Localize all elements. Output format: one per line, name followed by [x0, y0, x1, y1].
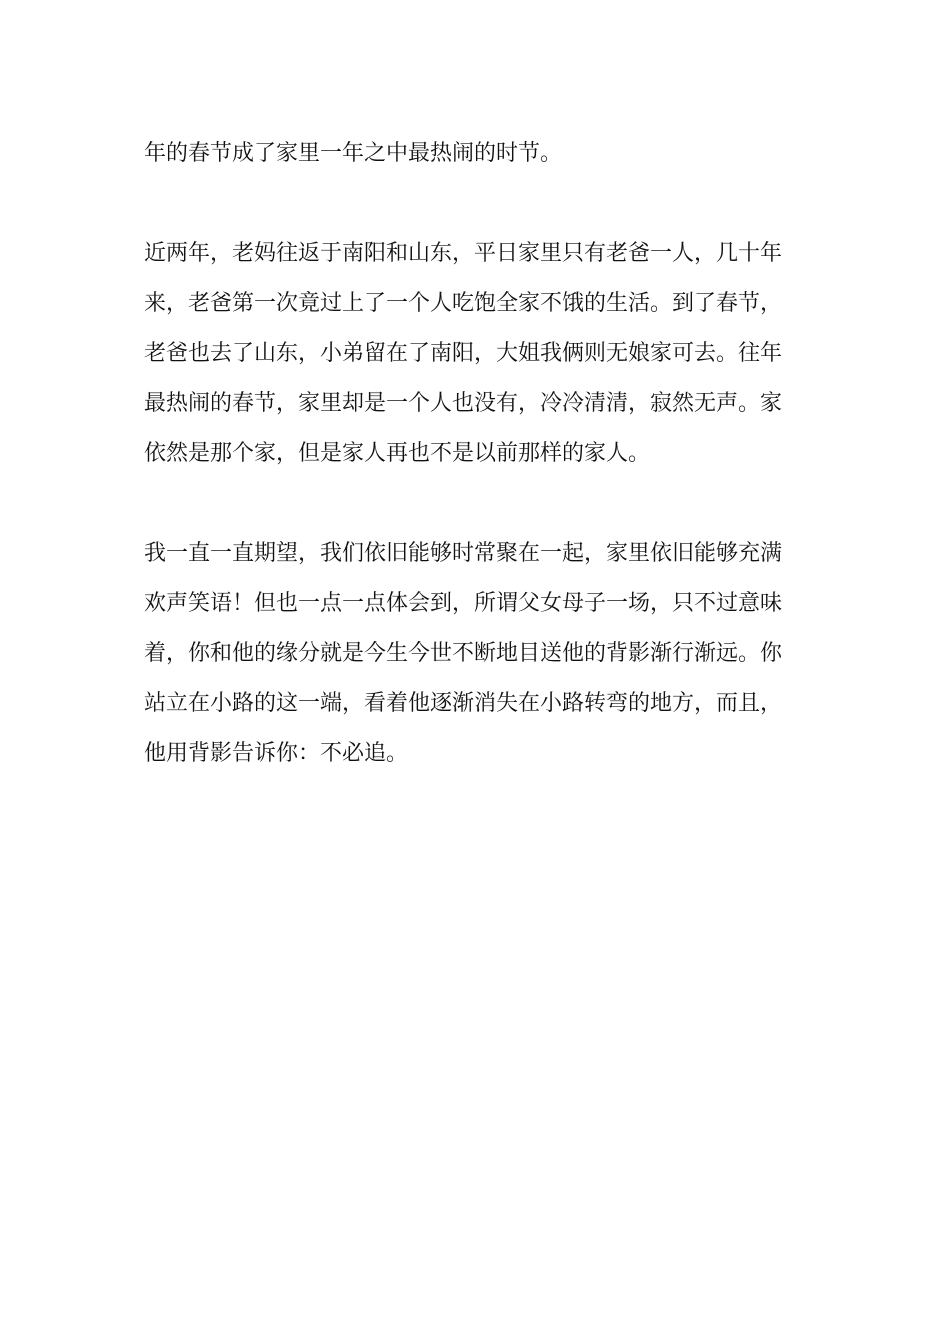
text-line: 来，老爸第一次竟过上了一个人吃饱全家不饿的生活。到了春节，: [144, 291, 783, 316]
text-line: 依然是那个家，但是家人再也不是以前那样的家人。: [144, 441, 651, 466]
text-line: 年的春节成了家里一年之中最热闹的时节。: [144, 141, 563, 166]
text-line: 站立在小路的这一端，看着他逐渐消失在小路转弯的地方，而且，: [144, 691, 783, 716]
paragraph-2: [144, 229, 814, 479]
text-line: 最热闹的春节，家里却是一个人也没有，冷冷清清，寂然无声。家: [144, 391, 783, 416]
text-line: 他用背影告诉你：不必追。: [144, 741, 409, 766]
paragraph-3: [144, 529, 814, 779]
text-line: 我一直一直期望，我们依旧能够时常聚在一起，家里依旧能够充满: [144, 541, 783, 566]
text-line: 欢声笑语！但也一点一点体会到，所谓父女母子一场，只不过意味: [144, 591, 783, 616]
text-line: 近两年，老妈往返于南阳和山东，平日家里只有老爸一人，几十年: [144, 241, 783, 266]
document-body: [144, 129, 814, 779]
text-line: 老爸也去了山东，小弟留在了南阳，大姐我俩则无娘家可去。往年: [144, 341, 783, 366]
text-line: 着，你和他的缘分就是今生今世不断地目送他的背影渐行渐远。你: [144, 641, 783, 666]
paragraph-1: [144, 129, 814, 179]
